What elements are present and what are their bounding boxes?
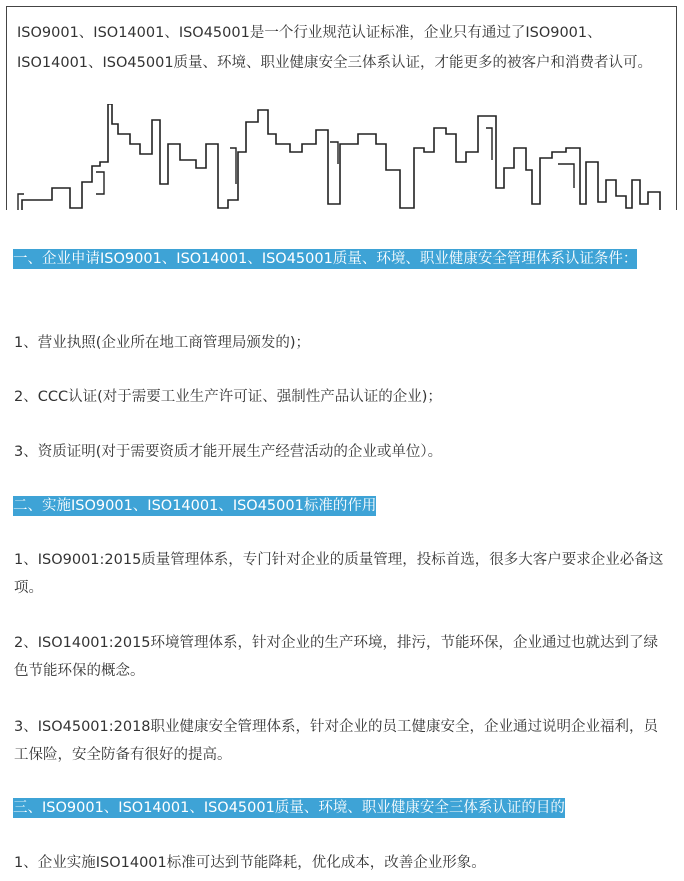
city-skyline-illustration (0, 104, 684, 212)
section-2-item-2: 2、ISO14001:2015环境管理体系，针对企业的生产环境，排污，节能环保，企业通过也就达到了绿色节能环保的概念。 (14, 635, 659, 679)
section-3-item-1: 1、企业实施ISO14001标准可达到节能降耗，优化成本，改善企业形象。 (14, 855, 486, 871)
section-1-item-3: 3、资质证明(对于需要资质才能开展生产经营活动的企业或单位）。 (14, 444, 443, 460)
intro-paragraph: ISO9001、ISO14001、ISO45001是一个行业规范认证标准，企业只有通过了ISO9001、ISO14001、ISO45001质量、环境、职业健康安全三体系认证，才能更多的被客户和消费者认可。 (17, 25, 653, 71)
section-1-heading: 一、企业申请ISO9001、ISO14001、ISO45001质量、环境、职业健康安全管理体系认证条件： (13, 251, 638, 267)
section-2-item-1: 1、ISO9001:2015质量管理体系，专门针对企业的质量管理，投标首选，很多大客户要求企业必备这项。 (14, 552, 664, 596)
section-3-heading: 三、ISO9001、ISO14001、ISO45001质量、环境、职业健康安全三体系认证的目的 (13, 800, 565, 816)
section-1-item-1: 1、营业执照(企业所在地工商管理局颁发的)； (14, 335, 311, 351)
section-2-heading: 二、实施ISO9001、ISO14001、ISO45001标准的作用 (13, 498, 377, 514)
section-2-item-3: 3、ISO45001:2018职业健康安全管理体系，针对企业的员工健康安全，企业通过说明企业福利，员工保险，安全防备有很好的提高。 (14, 719, 659, 763)
section-1-item-2: 2、CCC认证(对于需要工业生产许可证、强制性产品认证的企业)； (14, 389, 442, 405)
